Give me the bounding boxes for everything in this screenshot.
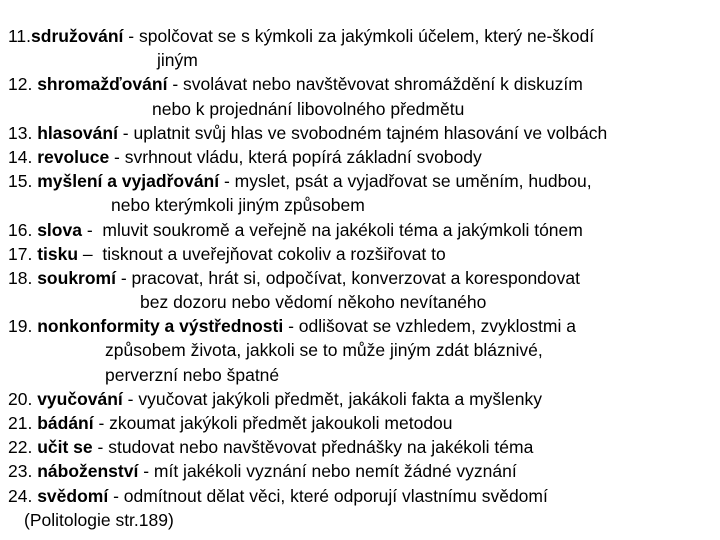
item-description: - mít jakékoli vyznání nebo nemít žádné vyznání	[138, 461, 517, 482]
item-continuation: způsobem života, jakkoli se to může jiným zdát bláznivé,	[105, 340, 543, 361]
item-number: 17.	[8, 243, 38, 264]
item-continuation: perverzní nebo špatné	[105, 364, 280, 385]
item-number: 24.	[8, 485, 38, 506]
item-description: - myslet, psát a vyjadřovat se uměním, hudbou,	[219, 171, 592, 192]
item-number: 21.	[8, 413, 38, 433]
item-term: soukromí	[37, 267, 116, 288]
item-description: - vyučovat jakýkoli předmět, jakákoli fakta a myšlenky	[122, 388, 543, 409]
item-term: shromažďování	[37, 74, 168, 95]
item-term: vyučování	[37, 388, 123, 409]
list-item-21	[8, 411, 716, 435]
item-number: 14.	[8, 146, 38, 167]
item-description: - odlišovat se vzhledem, zvyklostmi a	[283, 316, 576, 337]
item-continuation: nebo kterýmkoli jiným způsobem	[111, 195, 365, 216]
list-item-23	[8, 459, 716, 483]
item-description: - pracovat, hrát si, odpočívat, konverzovat a korespondovat	[115, 267, 580, 288]
item-number: 23.	[8, 461, 38, 482]
item-description: - uplatnit svůj hlas ve svobodném tajném hlasování ve volbách	[117, 122, 608, 143]
item-continuation: bez dozoru nebo vědomí někoho nevítaného	[140, 292, 487, 313]
list-item-18	[8, 266, 716, 290]
item-description: - svolávat nebo navštěvovat shromáždění k diskuzím	[167, 74, 583, 95]
item-term: učit se	[37, 437, 93, 458]
item-description: - svrhnout vládu, která popírá základní svobody	[109, 146, 482, 167]
item-term: tisku	[37, 243, 79, 264]
item-number: 22.	[8, 437, 38, 458]
item-description: - zkoumat jakýkoli předmět jakoukoli metodou	[93, 413, 453, 433]
list-item-24	[8, 484, 716, 508]
item-term: revoluce	[37, 146, 110, 167]
item-description: - mluvit soukromě a veřejně na jakékoli téma a jakýmkoli tónem	[81, 219, 583, 240]
item-description: - studovat nebo navštěvovat přednášky na jakékoli téma	[92, 437, 534, 458]
item-number: 20.	[8, 388, 38, 409]
list-item-14	[8, 145, 716, 169]
item-number: 12.	[8, 74, 38, 95]
item-term: hlasování	[37, 122, 118, 143]
list-item-20	[8, 387, 716, 411]
item-term: sdružování	[31, 26, 124, 46]
source-citation: (Politologie str.189)	[24, 509, 174, 530]
item-term: náboženství	[37, 461, 139, 482]
item-description: - odmítnout dělat věci, které odporují vlastnímu svědomí	[108, 485, 548, 506]
item-term: slova	[37, 219, 82, 240]
list-item-19	[8, 314, 716, 338]
list-item-16	[8, 218, 716, 242]
list-item-22	[8, 435, 716, 459]
item-term: myšlení a vyjadřování	[37, 171, 220, 192]
list-item-11	[8, 24, 716, 48]
item-number: 18.	[8, 267, 38, 288]
list-item-12	[8, 72, 716, 96]
list-item-13	[8, 121, 716, 145]
item-number: 13.	[8, 122, 38, 143]
list-item-15	[8, 169, 716, 193]
item-number: 19.	[8, 316, 38, 337]
item-continuation: nebo k projednání libovolného předmětu	[152, 98, 465, 119]
list-item-17	[8, 242, 716, 266]
item-continuation: jiným	[157, 50, 198, 71]
freedoms-list	[8, 24, 716, 532]
item-term: nonkonformity a výstřednosti	[37, 316, 284, 337]
item-description: – tisknout a uveřejňovat cokoliv a rozšiřovat to	[78, 243, 446, 264]
item-description: - spolčovat se s kýmkoli za jakýmkoli účelem, který ne-škodí	[123, 26, 595, 46]
item-number: 11.	[8, 26, 32, 46]
item-number: 15.	[8, 171, 38, 192]
item-term: svědomí	[37, 485, 109, 506]
item-term: bádání	[37, 413, 94, 433]
item-number: 16.	[8, 219, 38, 240]
